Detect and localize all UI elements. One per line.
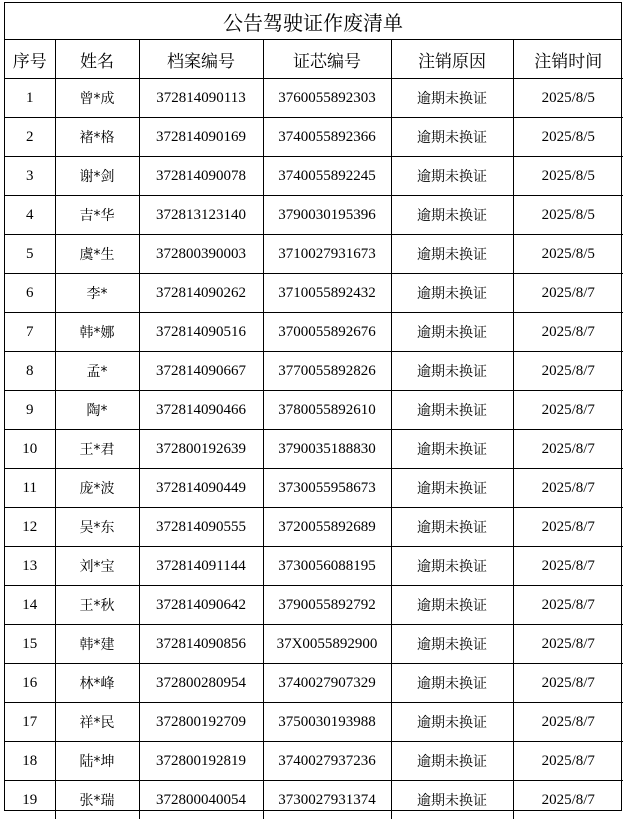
cell-file-number: 372800192709	[139, 703, 263, 742]
table-header-row	[5, 40, 623, 79]
cell-file-number: 372800390003	[139, 235, 263, 274]
table-row	[5, 703, 623, 742]
cell-chip-number: 3730056088195	[263, 547, 391, 586]
table-row	[5, 157, 623, 196]
cell-chip-number: 3790030195396	[263, 196, 391, 235]
cell-cancel-date: 2025/8/5	[513, 235, 623, 274]
cell-cancel-date: 2025/8/7	[513, 586, 623, 625]
table-row	[5, 274, 623, 313]
cell-name: 陶*	[55, 391, 139, 430]
cell-cancel-reason: 逾期未换证	[391, 625, 513, 664]
cell-name: 祥*民	[55, 703, 139, 742]
cell-file-number: 372814090466	[139, 391, 263, 430]
cell-name: 庞*波	[55, 469, 139, 508]
cell-file-number: 372800192819	[139, 742, 263, 781]
cell-cancel-date: 2025/8/7	[513, 547, 623, 586]
cell-index: 5	[5, 235, 55, 274]
cell-name: 韩*娜	[55, 313, 139, 352]
cell-index: 15	[5, 625, 55, 664]
cell-index: 10	[5, 430, 55, 469]
table-row	[5, 391, 623, 430]
cell-chip-number: 3740055892366	[263, 118, 391, 157]
cell-file-number: 372814090169	[139, 118, 263, 157]
cell-file-number: 372814090516	[139, 313, 263, 352]
cell-cancel-date: 2025/8/5	[513, 196, 623, 235]
cell-chip-number: 3710055892432	[263, 274, 391, 313]
cell-name: 林*峰	[55, 664, 139, 703]
header-index: 序号	[5, 40, 55, 79]
cell-chip-number: 3730027931374	[263, 781, 391, 819]
cell-cancel-date: 2025/8/7	[513, 742, 623, 781]
cell-file-number: 372814090667	[139, 352, 263, 391]
cell-cancel-date: 2025/8/7	[513, 391, 623, 430]
table-row	[5, 313, 623, 352]
cell-index: 11	[5, 469, 55, 508]
cell-cancel-date: 2025/8/7	[513, 508, 623, 547]
table-row	[5, 196, 623, 235]
cell-name: 吴*东	[55, 508, 139, 547]
cell-name: 吉*华	[55, 196, 139, 235]
table-row	[5, 742, 623, 781]
cell-name: 虞*生	[55, 235, 139, 274]
notice-sheet	[4, 2, 622, 811]
cell-name: 王*秋	[55, 586, 139, 625]
cell-index: 8	[5, 352, 55, 391]
cell-file-number: 372814090113	[139, 79, 263, 118]
cell-name: 陆*坤	[55, 742, 139, 781]
cell-chip-number: 3730055958673	[263, 469, 391, 508]
cell-name: 谢*剑	[55, 157, 139, 196]
cell-chip-number: 3760055892303	[263, 79, 391, 118]
page-title: 公告驾驶证作废清单	[5, 3, 621, 40]
cell-index: 19	[5, 781, 55, 819]
cell-index: 1	[5, 79, 55, 118]
cell-cancel-reason: 逾期未换证	[391, 352, 513, 391]
license-table	[5, 40, 623, 819]
table-row	[5, 625, 623, 664]
header-cancel-reason: 注销原因	[391, 40, 513, 79]
cell-index: 9	[5, 391, 55, 430]
table-row	[5, 430, 623, 469]
cell-cancel-reason: 逾期未换证	[391, 391, 513, 430]
cell-cancel-date: 2025/8/7	[513, 625, 623, 664]
cell-file-number: 372800040054	[139, 781, 263, 819]
cell-chip-number: 37X0055892900	[263, 625, 391, 664]
table-row	[5, 352, 623, 391]
cell-file-number: 372814090856	[139, 625, 263, 664]
table-row	[5, 781, 623, 819]
cell-file-number: 372813123140	[139, 196, 263, 235]
cell-cancel-reason: 逾期未换证	[391, 781, 513, 819]
cell-file-number: 372814090449	[139, 469, 263, 508]
cell-cancel-reason: 逾期未换证	[391, 235, 513, 274]
cell-cancel-reason: 逾期未换证	[391, 79, 513, 118]
cell-cancel-date: 2025/8/5	[513, 79, 623, 118]
cell-name: 李*	[55, 274, 139, 313]
cell-cancel-date: 2025/8/5	[513, 157, 623, 196]
cell-cancel-date: 2025/8/7	[513, 430, 623, 469]
cell-chip-number: 3740027937236	[263, 742, 391, 781]
cell-file-number: 372814090262	[139, 274, 263, 313]
cell-name: 褚*格	[55, 118, 139, 157]
cell-file-number: 372800192639	[139, 430, 263, 469]
cell-cancel-date: 2025/8/7	[513, 352, 623, 391]
cell-chip-number: 3750030193988	[263, 703, 391, 742]
cell-cancel-date: 2025/8/7	[513, 703, 623, 742]
cell-cancel-reason: 逾期未换证	[391, 196, 513, 235]
cell-name: 刘*宝	[55, 547, 139, 586]
cell-index: 7	[5, 313, 55, 352]
cell-chip-number: 3790035188830	[263, 430, 391, 469]
cell-index: 2	[5, 118, 55, 157]
table-row	[5, 79, 623, 118]
cell-index: 13	[5, 547, 55, 586]
cell-chip-number: 3720055892689	[263, 508, 391, 547]
cell-cancel-reason: 逾期未换证	[391, 469, 513, 508]
cell-chip-number: 3780055892610	[263, 391, 391, 430]
cell-cancel-reason: 逾期未换证	[391, 157, 513, 196]
cell-cancel-reason: 逾期未换证	[391, 586, 513, 625]
cell-cancel-date: 2025/8/5	[513, 118, 623, 157]
cell-chip-number: 3740027907329	[263, 664, 391, 703]
cell-cancel-date: 2025/8/7	[513, 313, 623, 352]
table-row	[5, 547, 623, 586]
cell-cancel-date: 2025/8/7	[513, 781, 623, 819]
table-row	[5, 586, 623, 625]
cell-file-number: 372814091144	[139, 547, 263, 586]
cell-cancel-reason: 逾期未换证	[391, 508, 513, 547]
cell-cancel-reason: 逾期未换证	[391, 664, 513, 703]
cell-index: 3	[5, 157, 55, 196]
cell-cancel-reason: 逾期未换证	[391, 313, 513, 352]
cell-cancel-date: 2025/8/7	[513, 664, 623, 703]
cell-file-number: 372814090555	[139, 508, 263, 547]
cell-name: 韩*建	[55, 625, 139, 664]
table-row	[5, 118, 623, 157]
cell-cancel-reason: 逾期未换证	[391, 547, 513, 586]
header-name: 姓名	[55, 40, 139, 79]
cell-cancel-date: 2025/8/7	[513, 274, 623, 313]
cell-cancel-reason: 逾期未换证	[391, 703, 513, 742]
cell-name: 张*瑞	[55, 781, 139, 819]
cell-cancel-reason: 逾期未换证	[391, 430, 513, 469]
cell-chip-number: 3740055892245	[263, 157, 391, 196]
cell-index: 12	[5, 508, 55, 547]
cell-index: 16	[5, 664, 55, 703]
cell-name: 曾*成	[55, 79, 139, 118]
table-body	[5, 79, 623, 819]
table-row	[5, 235, 623, 274]
cell-chip-number: 3700055892676	[263, 313, 391, 352]
cell-chip-number: 3770055892826	[263, 352, 391, 391]
cell-file-number: 372814090642	[139, 586, 263, 625]
header-file-number: 档案编号	[139, 40, 263, 79]
cell-cancel-reason: 逾期未换证	[391, 118, 513, 157]
cell-index: 18	[5, 742, 55, 781]
cell-index: 6	[5, 274, 55, 313]
table-row	[5, 508, 623, 547]
cell-name: 孟*	[55, 352, 139, 391]
header-cancel-date: 注销时间	[513, 40, 623, 79]
cell-index: 14	[5, 586, 55, 625]
cell-chip-number: 3710027931673	[263, 235, 391, 274]
header-chip-number: 证芯编号	[263, 40, 391, 79]
cell-file-number: 372814090078	[139, 157, 263, 196]
cell-file-number: 372800280954	[139, 664, 263, 703]
table-row	[5, 664, 623, 703]
cell-index: 17	[5, 703, 55, 742]
cell-index: 4	[5, 196, 55, 235]
cell-cancel-date: 2025/8/7	[513, 469, 623, 508]
cell-cancel-reason: 逾期未换证	[391, 274, 513, 313]
cell-cancel-reason: 逾期未换证	[391, 742, 513, 781]
cell-name: 王*君	[55, 430, 139, 469]
cell-chip-number: 3790055892792	[263, 586, 391, 625]
table-row	[5, 469, 623, 508]
